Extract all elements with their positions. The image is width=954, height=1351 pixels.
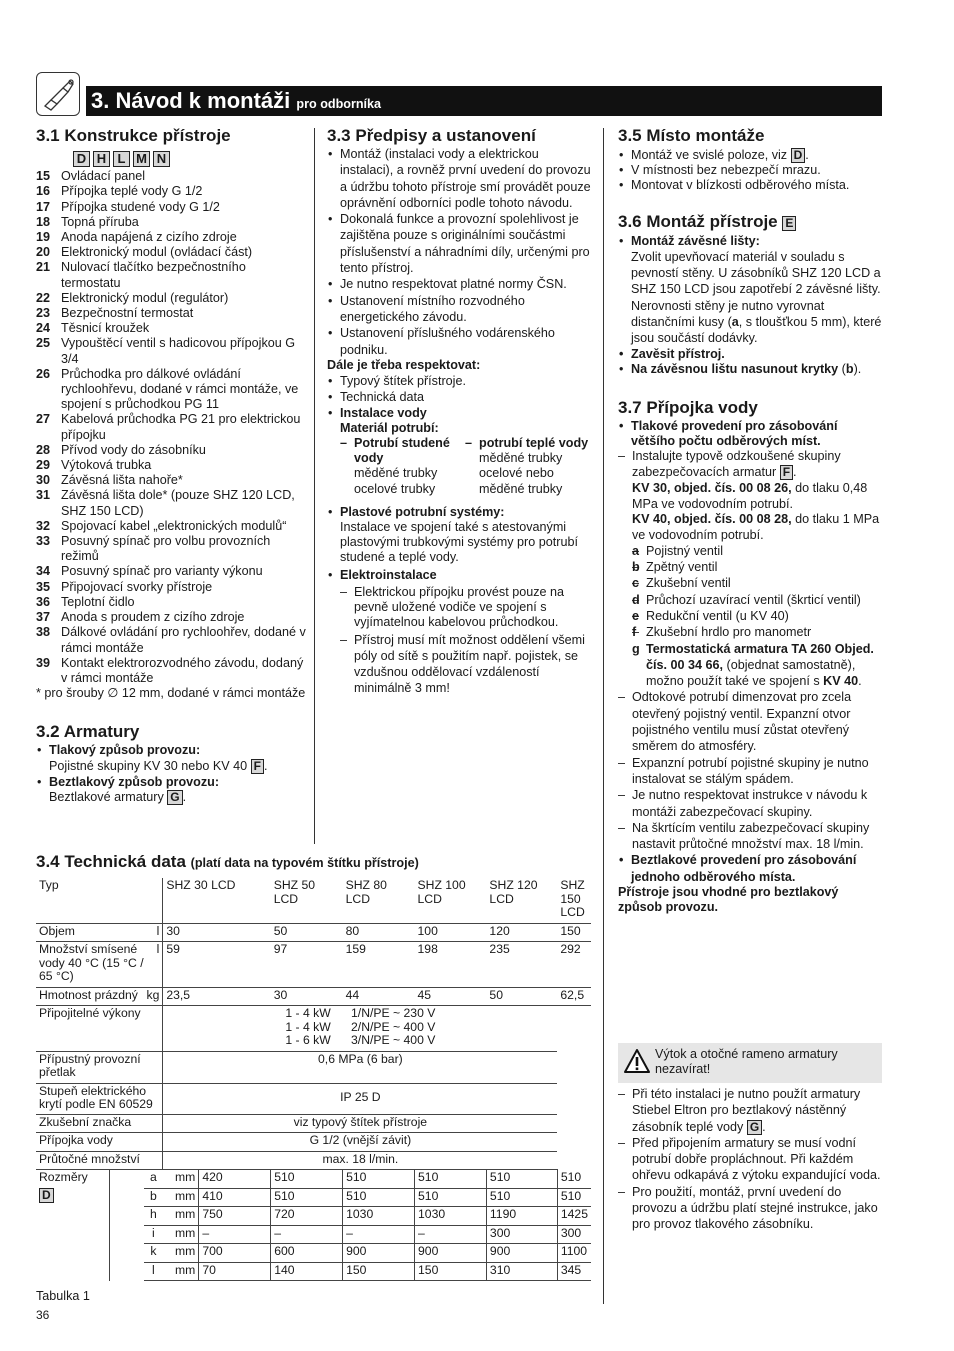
- item-number: 27: [36, 412, 51, 427]
- list-item: [36, 564, 306, 579]
- hot-pipe: – potrubí teplé vody měděné trubky ocelové nebo měděné trubky: [465, 436, 589, 496]
- value-cell: 45: [415, 987, 487, 1006]
- list-item: – c Zkušební ventil: [632, 575, 884, 591]
- list-item: [36, 200, 306, 215]
- list-item: [36, 595, 306, 610]
- row-label: Zkušební značka: [36, 1114, 163, 1133]
- list-item: • Tlakový způsob provozu: Pojistné skupiny KV 30 nebo KV 40 F .: [36, 743, 306, 773]
- column-2: [327, 126, 592, 697]
- table-row: [36, 878, 591, 923]
- value-cell: –: [199, 1225, 271, 1244]
- heading-3-4: 3.4 Technická data (platí data na typovém štítku přístroje): [36, 852, 419, 871]
- value-cell: 510: [486, 1170, 557, 1189]
- list-item: [36, 245, 306, 260]
- item-number: 22: [36, 290, 51, 305]
- value-cell: 59: [163, 942, 271, 988]
- item-number: 35: [36, 579, 51, 594]
- table-row: [36, 1051, 591, 1083]
- badge-l: L: [113, 151, 130, 167]
- heading-3-3: 3.3 Předpisy a ustanovení: [327, 126, 536, 145]
- item-text: Bezpečnostní termostat: [61, 306, 194, 321]
- item-text: Anoda napájená z cizího zdroje: [61, 230, 237, 245]
- section-header-bar: [86, 86, 882, 116]
- item-number: 31: [36, 488, 51, 503]
- table-row: [36, 1170, 591, 1189]
- parts-list: [36, 169, 306, 686]
- list-item: • Elektroinstalace – Elektrickou přípojku provést pouze na pevně uložené vodiče ve spojení s vyjímatelnou kabelovou průchodkou. – Přístroj musí mít možnost oddělení všemi póly od sítě s použitím např. pojistek, se vzdušnou oddělovací vzdáleností minimálně 3 mm!: [327, 568, 592, 697]
- column-3-bottom: [618, 1086, 884, 1233]
- value-cell: 150: [415, 1262, 487, 1281]
- list-item: [36, 367, 306, 413]
- item-text: Topná příruba: [61, 214, 139, 229]
- value-cell: 150: [343, 1262, 415, 1281]
- rules-list: [327, 146, 592, 358]
- badge-d: D: [73, 151, 90, 167]
- item-number: 29: [36, 458, 51, 473]
- list-item: • Beztlakový způsob provozu: Beztlakové armatury G .: [36, 775, 306, 805]
- row-label: l Objem: [36, 923, 163, 942]
- value-cell: 159: [343, 942, 415, 988]
- value-cell: 510: [343, 1188, 415, 1207]
- list-item: • Instalace vody Materiál potrubí: – Potrubí studené vody měděné trubky ocelové trubky – potrubí teplé vody měděné trubky ocelové nebo měděné trubky: [327, 406, 592, 497]
- value-cell: 100: [415, 923, 487, 942]
- item-text: Těsnicí kroužek: [61, 321, 150, 336]
- item-number: 19: [36, 230, 51, 245]
- row-label: Přípojka vody: [36, 1133, 163, 1152]
- location-list: [618, 148, 884, 194]
- row-label: Připojitelné výkony: [36, 1006, 163, 1052]
- value-cell: 700: [199, 1244, 271, 1263]
- badge-m: M: [133, 151, 150, 167]
- list-item: • Na závěsnou lištu nasunout krytky (b).: [618, 362, 884, 377]
- unpressurised: [618, 852, 884, 885]
- footnote: * pro šrouby ∅ 12 mm, dodané v rámci montáže: [36, 686, 306, 701]
- item-text: Přívod vody do zásobníku: [61, 442, 206, 457]
- value-cell: 30: [271, 987, 343, 1006]
- value-cell: 1030: [343, 1207, 415, 1226]
- unpressurised-steps: [618, 1086, 884, 1233]
- item-text: Spojovací kabel „elektronických modulů“: [61, 518, 287, 533]
- table-row: [36, 942, 591, 988]
- heading-3-1: 3.1 Konstrukce přístroje: [36, 126, 231, 145]
- value-cell: 510: [415, 1170, 487, 1189]
- water-install: [327, 406, 592, 697]
- value-cell: 292: [557, 942, 591, 988]
- value-cell: 900: [343, 1244, 415, 1263]
- column-divider: [603, 128, 604, 1304]
- item-text: Posuvný spínač pro varianty výkonu: [61, 564, 263, 579]
- list-item: – Před připojením armatury se musí vodní potrubí dobře propláchnout. Při každém ohřevu odkapává z výtoku expandující voda.: [618, 1135, 884, 1184]
- value-cell: 510: [557, 1170, 591, 1189]
- row-label: l Množství smísené vody 40 °C (15 °C / 65 °C): [36, 942, 163, 988]
- table-row: [36, 1114, 591, 1133]
- dim-unit: mm: [163, 1225, 199, 1244]
- list-item: [36, 580, 306, 595]
- dim-unit: mm: [163, 1170, 199, 1189]
- item-number: 16: [36, 184, 51, 199]
- item-number: 32: [36, 518, 51, 533]
- list-item: – a Pojistný ventil: [632, 543, 884, 559]
- warning-text: Výtok a otočné rameno armatury nezavírat!: [655, 1047, 838, 1076]
- list-item: • Tlakové provedení pro zásobování většího počtu odběrových míst.: [618, 419, 884, 449]
- value-cell: 120: [486, 923, 557, 942]
- value-cell: 420: [199, 1170, 271, 1189]
- list-item: – Při této instalaci je nutno použít armatury Stiebel Eltron pro beztlakový nástěnný zásobník teplé vody G .: [618, 1086, 884, 1135]
- value-cell: 300: [486, 1225, 557, 1244]
- list-item: [36, 184, 306, 199]
- item-text: Kontakt elektrorozvodného závodu, dodaný v rámci montáže: [61, 655, 304, 685]
- value-cell: 1100: [557, 1244, 591, 1263]
- value-cell: –: [271, 1225, 343, 1244]
- badge-e: E: [782, 216, 796, 231]
- section-title: 3. Návod k montáži: [91, 88, 291, 113]
- item-number: 17: [36, 199, 51, 214]
- dim-unit: mm: [163, 1188, 199, 1207]
- list-item: • Montáž ve svislé poloze, viz D .: [618, 148, 884, 163]
- item-number: 26: [36, 366, 51, 381]
- item-text: Připojovací svorky přístroje: [61, 579, 213, 594]
- column-divider: [314, 128, 315, 844]
- dim-key: b: [144, 1188, 163, 1207]
- item-text: Ovládací panel: [61, 169, 146, 184]
- tech-data-table: [36, 878, 591, 1281]
- table-row: [36, 1151, 591, 1170]
- heading-3-5: 3.5 Místo montáže: [618, 126, 765, 145]
- list-item: – Expanzní potrubí pojistné skupiny je nutno instalovat se stálým spádem.: [618, 755, 884, 788]
- list-item: [36, 321, 306, 336]
- list-item: • Zavěsit přístroj.: [618, 347, 884, 362]
- model-header: SHZ 100 LCD: [415, 878, 487, 923]
- dim-key: k: [144, 1244, 163, 1263]
- value-cell: –: [343, 1225, 415, 1244]
- value-cell: G 1/2 (vnější závit): [163, 1133, 558, 1152]
- unpressurised-note: Přístroje jsou vhodné pro beztlakový způsob provozu.: [618, 885, 839, 915]
- model-header: SHZ 120 LCD: [486, 878, 557, 923]
- list-item: – Na škrtícím ventilu zabezpečovací skupiny nastavit průtočné množství max. 18 l/min.: [618, 820, 884, 853]
- dimensions-spacer: [110, 1170, 144, 1281]
- list-item: • Ustanovení příslušného vodárenského podniku.: [327, 325, 592, 358]
- table-row: [36, 987, 591, 1006]
- item-text: Kabelová průchodka PG 21 pro elektrickou přípojku: [61, 412, 301, 442]
- value-cell: 410: [199, 1188, 271, 1207]
- list-item: [36, 412, 306, 442]
- list-item: • Beztlakové provedení pro zásobování jednoho odběrového místa.: [618, 852, 884, 885]
- column-3: [618, 126, 884, 915]
- list-item: – d Průchozí uzavírací ventil (škrticí ventil): [632, 592, 884, 608]
- item-text: Posuvný spínač pro volbu provozních režimů: [61, 534, 271, 564]
- row-label: Stupeň elektrického krytí podle EN 60529: [36, 1083, 163, 1114]
- section-subtitle: pro odborníka: [296, 97, 382, 111]
- list-item: • Typový štítek přístroje.: [327, 373, 592, 389]
- list-item: – b Zpětný ventil: [632, 559, 884, 575]
- item-number: 28: [36, 442, 51, 457]
- item-number: 33: [36, 534, 51, 549]
- list-item: • Plastové potrubní systémy: Instalace ve spojení také s atestovanými plastovými trubkovými systémy pro potrubí studené a teplé vody.: [327, 505, 592, 566]
- dim-unit: mm: [163, 1262, 199, 1281]
- column-1: [36, 126, 306, 805]
- table-row: [36, 1133, 591, 1152]
- item-number: 24: [36, 321, 51, 336]
- item-text: Průchodka pro dálkové ovládání rychloohřevu, dodané v rámci montáže, ve spojení s průchodkou PG 11: [61, 366, 299, 412]
- item-text: Výtoková trubka: [61, 458, 152, 473]
- valve-parts: [632, 543, 884, 641]
- value-cell: 1190: [486, 1207, 557, 1226]
- value-cell: 150: [557, 923, 591, 942]
- list-item: [36, 656, 306, 686]
- list-item: [36, 306, 306, 321]
- list-item: g Termostatická armatura TA 260 Objed. čís. 00 34 66, (objednat samostatně), možno použít také ve spojení s KV 40.: [632, 641, 874, 689]
- value-cell: 600: [271, 1244, 343, 1263]
- list-item: [36, 230, 306, 245]
- value-cell: 44: [343, 987, 415, 1006]
- list-item: [36, 336, 306, 366]
- value-cell: 62,5: [557, 987, 591, 1006]
- item-number: 20: [36, 245, 51, 260]
- value-cell: 30: [163, 923, 271, 942]
- electro-list: [340, 585, 592, 697]
- item-text: Teplotní čidlo: [61, 594, 135, 609]
- cold-pipe: – Potrubí studené vody měděné trubky ocelové trubky: [340, 436, 450, 496]
- list-item: [36, 519, 306, 534]
- fittings-list: [36, 743, 306, 805]
- list-item: – e Redukční ventil (u KV 40): [632, 608, 884, 624]
- heading-3-6: 3.6 Montáž přístroje E: [618, 212, 884, 232]
- dim-key: h: [144, 1207, 163, 1226]
- page-number: 36: [36, 1308, 50, 1322]
- list-item: [36, 473, 306, 488]
- value-cell: 510: [486, 1188, 557, 1207]
- table-caption: Tabulka 1: [36, 1289, 90, 1303]
- value-cell: 50: [271, 923, 343, 942]
- item-number: 23: [36, 306, 51, 321]
- list-item: [36, 534, 306, 564]
- list-item: [36, 625, 306, 655]
- item-text: Nulovací tlačítko bezpečnostního termostatu: [61, 260, 246, 290]
- power-values: 1 - 4 kW 1/N/PE ~ 230 V 1 - 4 kW 2/N/PE ~ 400 V 1 - 6 kW 3/N/PE ~ 400 V: [163, 1006, 558, 1052]
- pipe-materials: [327, 436, 592, 497]
- model-header: SHZ 80 LCD: [343, 878, 415, 923]
- dim-key: l: [144, 1262, 163, 1281]
- list-item: [36, 458, 306, 473]
- also-list: [327, 373, 592, 406]
- badge-g: G: [747, 1120, 762, 1135]
- item-text: Elektronický modul (ovládací část): [61, 245, 253, 260]
- value-cell: 300: [557, 1225, 591, 1244]
- list-item: [36, 291, 306, 306]
- also-heading: Dále je třeba respektovat:: [327, 357, 481, 372]
- list-item: [36, 488, 306, 518]
- value-cell: 80: [343, 923, 415, 942]
- list-item: • Montovat v blízkosti odběrového místa.: [618, 178, 884, 193]
- warning-triangle-icon: [623, 1048, 651, 1074]
- list-item: [36, 215, 306, 230]
- value-cell: 97: [271, 942, 343, 988]
- value-cell: 235: [486, 942, 557, 988]
- model-header: SHZ 50 LCD: [271, 878, 343, 923]
- list-item: – Přístroj musí mít možnost oddělení všemi póly od sítě s použitím např. pojistek, se vzdušnou oddělovací vzdáleností minimálně 3 mm!: [340, 632, 592, 697]
- figure-badges: [73, 151, 306, 167]
- value-cell: 140: [271, 1262, 343, 1281]
- value-cell: 900: [486, 1244, 557, 1263]
- value-cell: 510: [271, 1188, 343, 1207]
- value-cell: 1425: [557, 1207, 591, 1226]
- row-label: Přípustný provozní přetlak: [36, 1051, 163, 1083]
- header-tool-icon: [36, 72, 80, 116]
- value-cell: –: [415, 1225, 487, 1244]
- list-item: – Pro použití, montáž, první uvedení do provozu a údržbu platí stejné instrukce, jako pro provoz tlakového zásobníku.: [618, 1184, 884, 1233]
- value-cell: 900: [415, 1244, 487, 1263]
- list-item: – Instalujte typově odzkoušené skupiny zabezpečovacích armatur F . KV 30, objed. čís. 00 08 26, do tlaku 0,48 MPa ve vodovodním potrubí. KV 40, objed. čís. 00 08 28, do tlaku 1 MPa ve vodovodním potrubí. – a Pojistný ventil – b Zpětný ventil – c Zkušební ventil – d Průchozí uzavírací ventil (škrticí ventil) – e Redukční ventil (u KV 40) – f Zkušební hrdlo pro manometr g Termostatická armatura TA 260 Objed. čís. 00 34 66, (objednat samostatně), možno použít také ve spojení s KV 40.: [618, 449, 884, 689]
- list-item: [36, 260, 306, 290]
- list-item: [36, 443, 306, 458]
- badge-g: G: [167, 790, 182, 805]
- list-item: • Dokonalá funkce a provozní spolehlivost je zajištěna pouze s originálními součástmi příslušenství a náhradními díly, určenými pro tento přístroj.: [327, 211, 592, 276]
- item-text: Vypouštěcí ventil s hadicovou přípojkou G 3/4: [61, 336, 296, 366]
- item-text: Elektronický modul (regulátor): [61, 290, 229, 305]
- badge-n: N: [153, 151, 170, 167]
- value-cell: 345: [557, 1262, 591, 1281]
- dim-key: a: [144, 1170, 163, 1189]
- model-header: SHZ 30 LCD: [163, 878, 271, 923]
- item-text: Závěsná lišta nahoře*: [61, 473, 183, 488]
- item-number: 25: [36, 336, 51, 351]
- item-text: Závěsná lišta dole* (pouze SHZ 120 LCD, SHZ 150 LCD): [61, 488, 295, 518]
- value-cell: 510: [271, 1170, 343, 1189]
- heading-3-2: 3.2 Armatury: [36, 722, 140, 742]
- item-number: 21: [36, 260, 51, 275]
- dim-unit: mm: [163, 1244, 199, 1263]
- item-number: 34: [36, 564, 51, 579]
- item-number: 36: [36, 594, 51, 609]
- mounting-list: [618, 234, 884, 377]
- badge-f: F: [780, 465, 793, 480]
- item-number: 15: [36, 169, 51, 184]
- table-row: [36, 1006, 591, 1052]
- list-item: • V místnosti bez nebezpečí mrazu.: [618, 163, 884, 178]
- table-row: [36, 1083, 591, 1114]
- value-cell: 23,5: [163, 987, 271, 1006]
- pressure-steps: [618, 449, 884, 852]
- warning-box: [618, 1043, 882, 1083]
- badge-h: H: [93, 151, 110, 167]
- item-text: Přípojka teplé vody G 1/2: [61, 184, 203, 199]
- item-text: Přípojka studené vody G 1/2: [61, 199, 220, 214]
- value-cell: max. 18 l/min.: [163, 1151, 558, 1170]
- list-item: • Ustanovení místního rozvodného energetického závodu.: [327, 293, 592, 326]
- list-item: – f Zkušební hrdlo pro manometr: [632, 624, 884, 640]
- item-text: Anoda s proudem z cizího zdroje: [61, 610, 245, 625]
- value-cell: 0,6 MPa (6 bar): [163, 1051, 558, 1083]
- table-row: [36, 923, 591, 942]
- value-cell: 720: [271, 1207, 343, 1226]
- row-label: kg Hmotnost prázdný: [36, 987, 163, 1006]
- list-item: [36, 169, 306, 184]
- item-number: 39: [36, 655, 51, 670]
- row-label: Průtočné množství: [36, 1151, 163, 1170]
- item-number: 37: [36, 610, 51, 625]
- value-cell: viz typový štítek přístroje: [163, 1114, 558, 1133]
- value-cell: 310: [486, 1262, 557, 1281]
- value-cell: 510: [415, 1188, 487, 1207]
- list-item: – Odtokové potrubí dimenzovat pro zcela otevřený pojistný ventil. Expanzní otvor pojistného ventilu musí zůstat otevřený směrem do atmosféry.: [618, 689, 884, 754]
- item-number: 38: [36, 625, 51, 640]
- badge-d: D: [791, 148, 806, 163]
- value-cell: 750: [199, 1207, 271, 1226]
- badge-f: F: [251, 759, 264, 774]
- list-item: [36, 610, 306, 625]
- heading-3-7: 3.7 Přípojka vody: [618, 398, 758, 417]
- list-item: – Je nutno respektovat instrukce v návodu k montáži zabezpečovací skupiny.: [618, 787, 884, 820]
- value-cell: 1030: [415, 1207, 487, 1226]
- list-item: – Elektrickou přípojku provést pouze na pevně uložené vodiče ve spojení s vyjímatelnou kabelovou průchodkou.: [340, 585, 592, 631]
- item-number: 18: [36, 214, 51, 229]
- dimensions-label: Rozměry D: [36, 1170, 110, 1281]
- badge-d: D: [39, 1188, 54, 1203]
- item-text: Dálkové ovládání pro rychloohřev, dodané v rámci montáže: [61, 625, 306, 655]
- value-cell: 510: [557, 1188, 591, 1207]
- list-item: • Je nutno respektovat platné normy ČSN.: [327, 276, 592, 292]
- list-item: • Montáž (instalaci vody a elektrickou instalaci), a rovněž první uvedení do provozu a údržbu tohoto přístroje smí provádět pouze oprávnění odborníci podle tohoto návodu.: [327, 146, 592, 211]
- screwdriver-icon: [37, 73, 78, 114]
- value-cell: 70: [199, 1262, 271, 1281]
- value-cell: IP 25 D: [163, 1083, 558, 1114]
- list-item: • Montáž závěsné lišty: Zvolit upevňovací materiál v souladu s pevností stěny. U zásobníků SHZ 120 LCD a SHZ 150 LCD jsou zapotřebí 2 závěsné lišty. Nerovnosti stěny je nutno vyrovnat distančními kusy (a, s tloušťkou 5 mm), které jsou součástí dodávky.: [618, 234, 884, 347]
- value-cell: 198: [415, 942, 487, 988]
- item-number: 30: [36, 473, 51, 488]
- list-item: • Technická data: [327, 389, 592, 405]
- dim-unit: mm: [163, 1207, 199, 1226]
- dim-key: i: [144, 1225, 163, 1244]
- water-connection: [618, 419, 884, 449]
- table-header: Typ: [36, 878, 163, 923]
- value-cell: 510: [343, 1170, 415, 1189]
- value-cell: 50: [486, 987, 557, 1006]
- model-header: SHZ 150 LCD: [557, 878, 591, 923]
